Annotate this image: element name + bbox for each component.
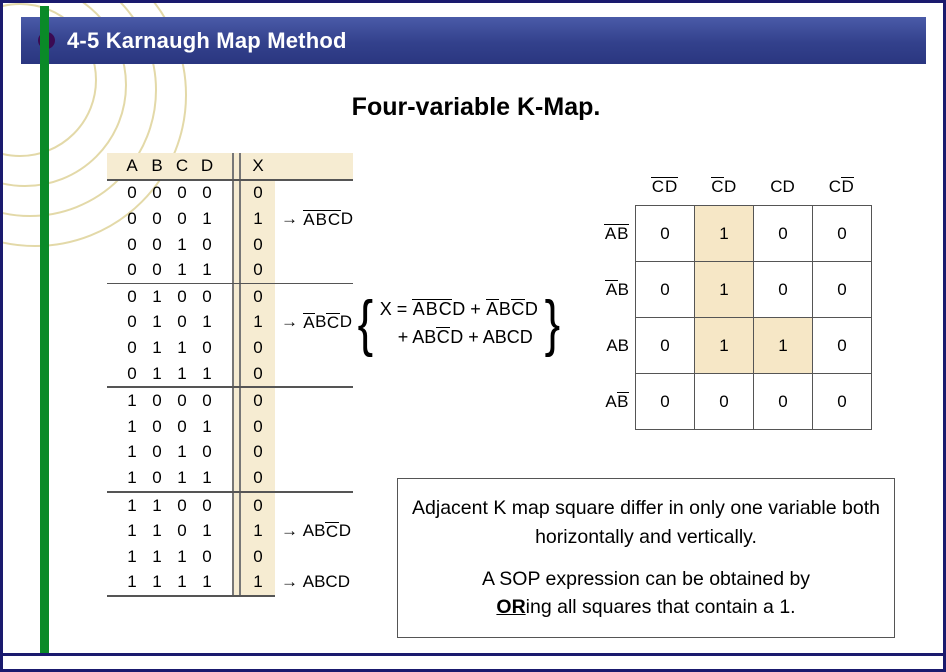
cell-c: 0: [177, 183, 187, 203]
table-row: [107, 335, 353, 361]
table-separator: [232, 493, 241, 519]
note-paragraph-2: [482, 565, 810, 622]
cell-x: 0: [241, 232, 275, 258]
cell-c: 1: [177, 234, 187, 254]
kmap-cell-2-1[interactable]: 1: [695, 318, 754, 374]
kmap-cell-3-2[interactable]: 0: [754, 374, 813, 430]
cell-d: 1: [202, 521, 212, 541]
cell-c: 1: [177, 467, 187, 487]
karnaugh-map: [604, 177, 872, 430]
kmap-cell-2-3[interactable]: 0: [813, 318, 872, 374]
column-header-x: X: [241, 153, 275, 179]
cell-c: 1: [177, 442, 187, 462]
cell-b: 0: [152, 442, 162, 462]
table-separator: [232, 335, 241, 361]
table-row: [107, 465, 353, 491]
table-row: [107, 491, 353, 519]
cell-c: 0: [177, 312, 187, 332]
table-row: [107, 283, 353, 310]
table-row: [107, 361, 353, 387]
table-separator: [232, 414, 241, 440]
cell-x: 0: [241, 361, 275, 387]
note-or-emphasis: OR: [496, 596, 526, 619]
cell-c: 1: [177, 260, 187, 280]
cell-b: 1: [152, 312, 162, 332]
cell-a: 0: [127, 234, 137, 254]
cell-a: 0: [127, 337, 137, 357]
cell-d: 0: [202, 183, 212, 203]
cell-a: 1: [127, 546, 137, 566]
table-separator: [232, 544, 241, 570]
table-separator: [232, 440, 241, 466]
table-separator: [232, 206, 241, 232]
cell-b: 1: [152, 521, 162, 541]
cell-d: 1: [202, 416, 212, 436]
cell-c: 0: [177, 521, 187, 541]
column-header-d: D: [195, 156, 220, 176]
cell-x: 0: [241, 284, 275, 310]
cell-a: 0: [127, 183, 137, 203]
table-separator: [232, 518, 241, 544]
table-row: [107, 206, 353, 232]
table-bottom-rule: [107, 595, 275, 597]
table-row: [107, 179, 353, 207]
kmap-cell-0-2[interactable]: 0: [754, 206, 813, 262]
table-row: [107, 257, 353, 283]
cell-a: 1: [127, 495, 137, 515]
cell-x: 0: [241, 181, 275, 207]
cell-x: 0: [241, 493, 275, 519]
cell-b: 0: [152, 391, 162, 411]
kmap-row-header-1: AB: [605, 280, 629, 299]
cell-a: 1: [127, 572, 137, 592]
table-separator: [232, 232, 241, 258]
cell-b: 1: [152, 572, 162, 592]
table-row: [107, 440, 353, 466]
brace-right: }: [544, 289, 560, 359]
cell-d: 1: [202, 208, 212, 228]
kmap-cell-1-1[interactable]: 1: [695, 262, 754, 318]
cell-x: 0: [241, 388, 275, 414]
kmap-cell-1-2[interactable]: 0: [754, 262, 813, 318]
cell-b: 0: [152, 183, 162, 203]
cell-a: 0: [127, 286, 137, 306]
cell-c: 0: [177, 286, 187, 306]
cell-a: 1: [127, 391, 137, 411]
cell-x: 1: [241, 310, 275, 336]
cell-x: 0: [241, 335, 275, 361]
cell-d: 0: [202, 337, 212, 357]
row-note-term: → ABCD: [281, 572, 350, 592]
equation-line-2: + ABCD + ABCD: [397, 326, 533, 347]
cell-c: 1: [177, 572, 187, 592]
cell-x: 1: [241, 570, 275, 596]
cell-b: 1: [152, 337, 162, 357]
kmap-col-header-2: CD: [770, 177, 795, 196]
kmap-cell-1-3[interactable]: 0: [813, 262, 872, 318]
cell-a: 1: [127, 467, 137, 487]
table-row: [107, 232, 353, 258]
cell-c: 0: [177, 416, 187, 436]
equation-line-1: X = ABCD + ABCD: [379, 299, 538, 319]
cell-a: 1: [127, 521, 137, 541]
kmap-cell-2-2[interactable]: 1: [754, 318, 813, 374]
sop-equation: [355, 289, 563, 359]
kmap-cell-0-1[interactable]: 1: [695, 206, 754, 262]
cell-d: 1: [202, 363, 212, 383]
cell-b: 1: [152, 546, 162, 566]
cell-a: 0: [127, 312, 137, 332]
brace-left: {: [357, 289, 374, 359]
table-separator: [232, 388, 241, 414]
kmap-grid: [635, 205, 872, 430]
bottom-strip: [3, 653, 946, 669]
table-row: [107, 414, 353, 440]
cell-a: 1: [127, 442, 137, 462]
table-separator: [232, 570, 241, 596]
kmap-column-headers: [635, 177, 872, 205]
cell-c: 1: [177, 363, 187, 383]
note-paragraph-2-suffix: ing all squares that contain a 1.: [525, 596, 796, 619]
table-row: [107, 570, 353, 596]
kmap-cell-0-3[interactable]: 0: [813, 206, 872, 262]
kmap-row-header-0: AB: [604, 224, 629, 243]
cell-c: 0: [177, 495, 187, 515]
column-header-c: C: [170, 156, 195, 176]
cell-x: 0: [241, 440, 275, 466]
column-header-a: A: [120, 156, 145, 176]
cell-a: 0: [127, 208, 137, 228]
cell-x: 0: [241, 465, 275, 491]
row-note-term: → A B C D: [281, 208, 353, 229]
cell-x: 0: [241, 257, 275, 283]
cell-d: 0: [202, 234, 212, 254]
cell-d: 0: [202, 286, 212, 306]
table-row: [107, 310, 353, 336]
cell-c: 0: [177, 208, 187, 228]
kmap-col-header-3: CD: [828, 177, 854, 196]
row-note-term: → A B C D: [281, 312, 352, 332]
cell-a: 0: [127, 260, 137, 280]
table-row: [107, 518, 353, 544]
kmap-cell-0-0[interactable]: 0: [636, 206, 695, 262]
note-paragraph-2-prefix: A SOP expression can be obtained by: [481, 568, 811, 590]
cell-b: 1: [152, 495, 162, 515]
cell-x: 1: [241, 518, 275, 544]
table-separator: [232, 361, 241, 387]
cell-c: 1: [177, 546, 187, 566]
cell-b: 0: [152, 260, 162, 280]
cell-b: 1: [152, 286, 162, 306]
kmap-cell-3-0[interactable]: 0: [636, 374, 695, 430]
row-note-term: → A B C D: [281, 521, 351, 541]
table-separator: [232, 257, 241, 283]
cell-b: 0: [152, 467, 162, 487]
cell-x: 0: [241, 544, 275, 570]
cell-d: 1: [202, 312, 212, 332]
kmap-cell-3-1[interactable]: 0: [695, 374, 754, 430]
cell-d: 0: [202, 495, 212, 515]
table-separator: [232, 153, 241, 179]
cell-d: 1: [202, 467, 212, 487]
table-separator: [232, 310, 241, 336]
cell-d: 0: [202, 442, 212, 462]
table-separator: [232, 284, 241, 310]
cell-a: 0: [127, 363, 137, 383]
kmap-row-header-2: AB: [606, 336, 629, 355]
kmap-cell-2-0[interactable]: 0: [636, 318, 695, 374]
truth-table-header-row: [107, 153, 353, 179]
page-heading: Four-variable K-Map.: [351, 93, 601, 121]
cell-a: 1: [127, 416, 137, 436]
kmap-col-header-1: CD: [711, 177, 737, 196]
kmap-cell-3-3[interactable]: 0: [813, 374, 872, 430]
cell-d: 0: [202, 546, 212, 566]
cell-b: 0: [152, 234, 162, 254]
kmap-row-header-3: AB: [605, 392, 629, 411]
table-separator: [232, 465, 241, 491]
cell-d: 1: [202, 260, 212, 280]
cell-c: 0: [177, 391, 187, 411]
note-box: [397, 478, 895, 638]
cell-d: 0: [202, 391, 212, 411]
column-header-b: B: [145, 156, 170, 176]
table-row: [107, 544, 353, 570]
table-row: [107, 386, 353, 414]
kmap-cell-1-0[interactable]: 0: [636, 262, 695, 318]
cell-d: 1: [202, 572, 212, 592]
slide-title: 4-5 Karnaugh Map Method: [67, 27, 347, 53]
table-separator: [232, 181, 241, 207]
cell-b: 0: [152, 416, 162, 436]
cell-c: 1: [177, 337, 187, 357]
cell-b: 0: [152, 208, 162, 228]
cell-x: 1: [241, 206, 275, 232]
slide-title-bar: [21, 17, 926, 64]
kmap-col-header-0: CD: [651, 177, 678, 196]
truth-table: [107, 153, 353, 597]
note-paragraph-1: Adjacent K map square differ in only one variable both horizontally and vertically.: [412, 497, 880, 548]
cell-x: 0: [241, 414, 275, 440]
cell-b: 1: [152, 363, 162, 383]
